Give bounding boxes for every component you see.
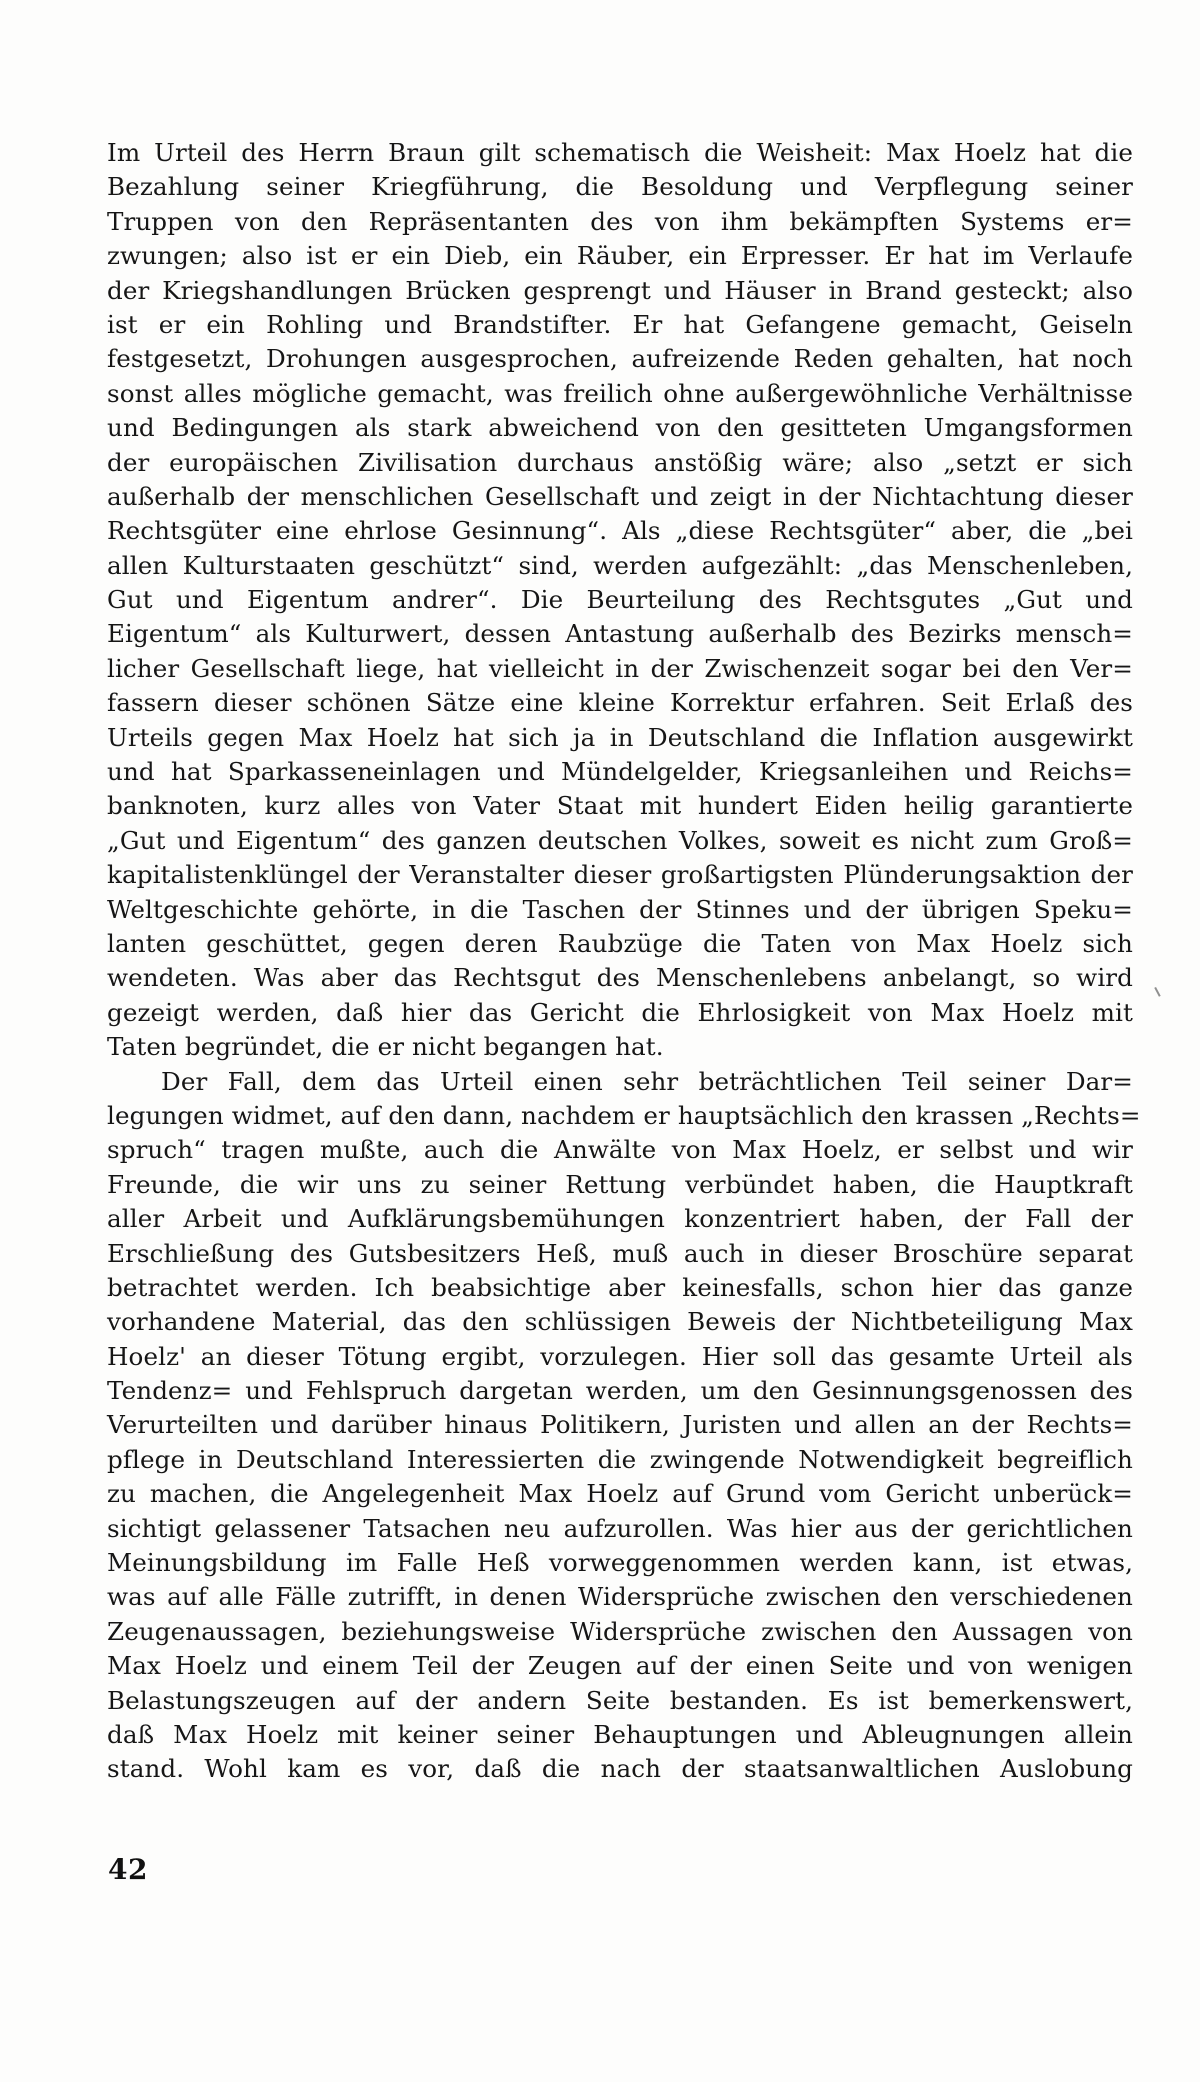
text-line: was auf alle Fälle zutrifft, in denen Widersprüche zwischen den verschiedenen	[107, 1582, 1133, 1612]
text-line: spruch“ tragen mußte, auch die Anwälte von Max Hoelz, er selbst und wir	[107, 1135, 1133, 1165]
text-line: der europäischen Zivilisation durchaus anstößig wäre; also „setzt er sich	[107, 447, 1133, 477]
text-line: pflege in Deutschland Interessierten die zwingende Notwendigkeit begreiflich	[107, 1444, 1133, 1474]
text-line: Freunde, die wir uns zu seiner Rettung verbündet haben, die Hauptkraft	[107, 1169, 1133, 1199]
text-line: zu machen, die Angelegenheit Max Hoelz auf Grund vom Gericht unberück=	[107, 1479, 1133, 1509]
text-line: Meinungsbildung im Falle Heß vorweggenommen werden kann, ist etwas,	[107, 1548, 1133, 1578]
text-line: Hoelz' an dieser Tötung ergibt, vorzulegen. Hier soll das gesamte Urteil als	[107, 1341, 1133, 1371]
text-line: stand. Wohl kam es vor, daß die nach der staatsanwaltlichen Auslobung	[107, 1754, 1133, 1784]
text-line: lanten geschüttet, gegen deren Raubzüge die Taten von Max Hoelz sich	[107, 928, 1133, 958]
text-line: Zeugenaussagen, beziehungsweise Widersprüche zwischen den Aussagen von	[107, 1616, 1133, 1646]
text-line: Urteils gegen Max Hoelz hat sich ja in Deutschland die Inflation ausgewirkt	[107, 722, 1133, 752]
text-line: Gut und Eigentum andrer“. Die Beurteilung des Rechtsgutes „Gut und	[107, 585, 1133, 615]
text-line: und Bedingungen als stark abweichend von den gesitteten Umgangsformen	[107, 413, 1133, 443]
text-line: banknoten, kurz alles von Vater Staat mit hundert Eiden heilig garantierte	[107, 791, 1133, 821]
text-line: Im Urteil des Herrn Braun gilt schematisch die Weisheit: Max Hoelz hat die	[107, 138, 1133, 167]
text-line: Verurteilten und darüber hinaus Politikern, Juristen und allen an der Rechts=	[107, 1410, 1133, 1440]
text-line: kapitalistenklüngel der Veranstalter dieser großartigsten Plünderungsaktion der	[107, 860, 1133, 890]
text-line: Belastungszeugen auf der andern Seite bestanden. Es ist bemerkenswert,	[107, 1685, 1133, 1715]
text-line: Erschließung des Gutsbesitzers Heß, muß auch in dieser Broschüre separat	[107, 1238, 1133, 1268]
text-line: licher Gesellschaft liege, hat vielleicht in der Zwischenzeit sogar bei den Ver=	[107, 653, 1133, 683]
text-line: Bezahlung seiner Kriegführung, die Besoldung und Verpflegung seiner	[107, 172, 1133, 202]
text-line: Eigentum“ als Kulturwert, dessen Antastung außerhalb des Bezirks mensch=	[107, 619, 1133, 649]
text-line: und hat Sparkasseneinlagen und Mündelgelder, Kriegsanleihen und Reichs=	[107, 757, 1133, 787]
text-line: außerhalb der menschlichen Gesellschaft und zeigt in der Nichtachtung dieser	[107, 481, 1133, 511]
text-line: gezeigt werden, daß hier das Gericht die Ehrlosigkeit von Max Hoelz mit	[107, 997, 1133, 1027]
text-line: Rechtsgüter eine ehrlose Gesinnung“. Als „diese Rechtsgüter“ aber, die „bei	[107, 516, 1133, 546]
text-line: Truppen von den Repräsentanten des von ihm bekämpften Systems er=	[107, 206, 1133, 236]
text-line: wendeten. Was aber das Rechtsgut des Menschenlebens anbelangt, so wird	[107, 963, 1133, 993]
text-line: festgesetzt, Drohungen ausgesprochen, aufreizende Reden gehalten, hat noch	[107, 344, 1133, 374]
text-line: Weltgeschichte gehörte, in die Taschen der Stinnes und der übrigen Speku=	[107, 894, 1133, 924]
margin-mark	[1154, 983, 1168, 997]
text-line: ist er ein Rohling und Brandstifter. Er hat Gefangene gemacht, Geiseln	[107, 309, 1133, 339]
text-line: Max Hoelz und einem Teil der Zeugen auf der einen Seite und von wenigen	[107, 1651, 1133, 1681]
body-text	[107, 136, 1141, 1787]
text-line: Tendenz= und Fehlspruch dargetan werden, um den Gesinnungsgenossen des	[107, 1376, 1133, 1406]
text-line: „Gut und Eigentum“ des ganzen deutschen Volkes, soweit es nicht zum Groß=	[107, 825, 1133, 855]
text-line: Der Fall, dem das Urteil einen sehr beträchtlichen Teil seiner Dar=	[161, 1066, 1133, 1096]
text-line: Taten begründet, die er nicht begangen hat.	[107, 1032, 664, 1062]
text-line: daß Max Hoelz mit keiner seiner Behauptungen und Ableugnungen allein	[107, 1719, 1133, 1749]
text-line: allen Kulturstaaten geschützt“ sind, werden aufgezählt: „das Menschenleben,	[107, 550, 1133, 580]
text-line: sichtigt gelassener Tatsachen neu aufzurollen. Was hier aus der gerichtlichen	[107, 1513, 1133, 1543]
text-line: fassern dieser schönen Sätze eine kleine Korrektur erfahren. Seit Erlaß des	[107, 688, 1133, 718]
text-line: aller Arbeit und Aufklärungsbemühungen konzentriert haben, der Fall der	[107, 1204, 1133, 1234]
text-line: legungen widmet, auf den dann, nachdem er hauptsächlich den krassen „Rechts=	[107, 1100, 1141, 1130]
text-line: der Kriegshandlungen Brücken gesprengt und Häuser in Brand gesteckt; also	[107, 275, 1133, 305]
text-line: betrachtet werden. Ich beabsichtige aber keinesfalls, schon hier das ganze	[107, 1272, 1133, 1302]
text-line: zwungen; also ist er ein Dieb, ein Räuber, ein Erpresser. Er hat im Verlaufe	[107, 241, 1133, 271]
text-line: vorhandene Material, das den schlüssigen Beweis der Nichtbeteiligung Max	[107, 1307, 1133, 1337]
text-line: sonst alles mögliche gemacht, was freilich ohne außergewöhnliche Verhältnisse	[107, 378, 1133, 408]
page-number: 42	[108, 1853, 148, 1886]
